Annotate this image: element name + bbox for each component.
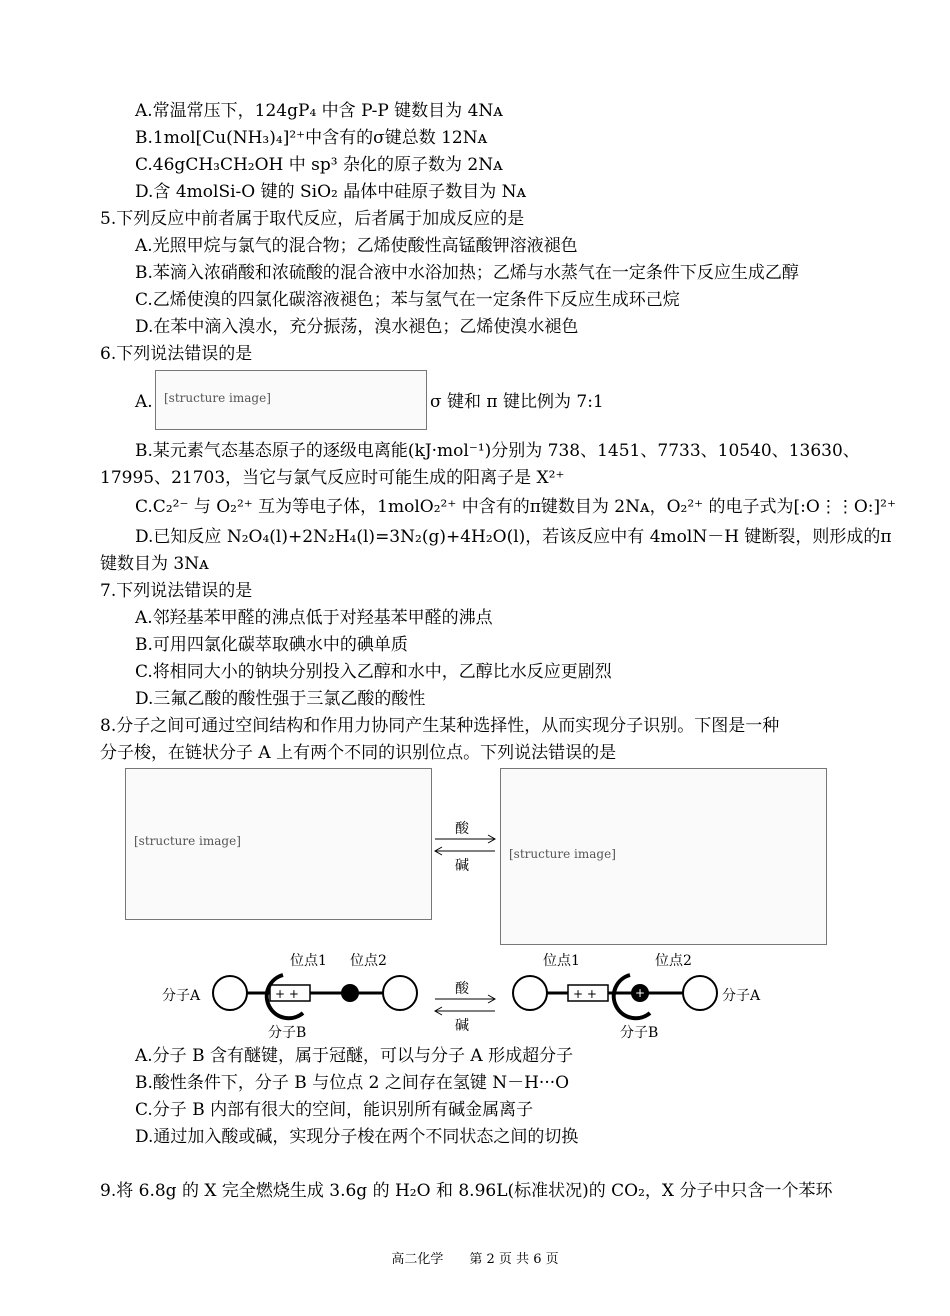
q5-stem: 5.下列反应中前者属于取代反应，后者属于加成反应的是 — [100, 209, 525, 229]
q5-option-b: B.苯滴入浓硝酸和浓硫酸的混合液中水浴加热；乙烯与水蒸气在一定条件下反应生成乙醇 — [135, 263, 799, 283]
acid-label-bottom: 酸 — [455, 981, 469, 997]
shuttle-structure-right: [structure image] — [500, 768, 827, 945]
schematic-right-mol-a: 分子A — [722, 988, 761, 1004]
q8-stem-line1: 8.分子之间可通过空间结构和作用力协同产生某种选择性，从而实现分子识别。下图是一种 — [100, 716, 780, 736]
svg-text:+ +: + + — [275, 987, 299, 1001]
q6-option-d-line1: D.已知反应 N₂O₄(l)+2N₂H₄(l)=3N₂(g)+4H₂O(l)，若该反应中有 4molN－H 键断裂，则形成的π — [135, 527, 892, 547]
q4-option-b: B.1mol[Cu(NH₃)₄]²⁺中含有的σ键总数 12Nᴀ — [135, 128, 488, 148]
copper-glycinate-structure: [structure image] — [155, 370, 427, 430]
schematic-right-site1: 位点1 — [543, 953, 580, 969]
q8-option-b: B.酸性条件下，分子 B 与位点 2 之间存在氢键 N－H···O — [135, 1073, 570, 1093]
q6-option-a-text: σ 键和 π 键比例为 7:1 — [430, 392, 604, 412]
q9-stem: 9.将 6.8g 的 X 完全燃烧生成 3.6g 的 H₂O 和 8.96L(标准状况)的 CO₂，X 分子中只含一个苯环 — [100, 1181, 833, 1201]
page-footer: 高二化学 第 2 页 共 6 页 — [391, 1252, 559, 1267]
schematic-left-mol-b: 分子B — [268, 1025, 307, 1041]
q5-option-c: C.乙烯使溴的四氯化碳溶液褪色；苯与氢气在一定条件下反应生成环己烷 — [135, 290, 680, 310]
q6-option-b-line2: 17995、21703，当它与氯气反应时可能生成的阳离子是 X²⁺ — [100, 468, 565, 488]
q8-stem-line2: 分子梭，在链状分子 A 上有两个不同的识别位点。下列说法错误的是 — [100, 743, 617, 763]
q8-option-d: D.通过加入酸或碱，实现分子梭在两个不同状态之间的切换 — [135, 1127, 579, 1147]
svg-text:+ +: + + — [573, 987, 597, 1001]
schematic-right-site2: 位点2 — [655, 953, 692, 969]
q7-option-b: B.可用四氯化碳萃取碘水中的碘单质 — [135, 635, 408, 655]
q7-option-d: D.三氟乙酸的酸性强于三氯乙酸的酸性 — [135, 689, 426, 709]
q4-option-a: A.常温常压下，124gP₄ 中含 P-P 键数目为 4Nᴀ — [135, 101, 503, 121]
schematic-right — [505, 955, 725, 1030]
q4-option-d: D.含 4molSi-O 键的 SiO₂ 晶体中硅原子数目为 Nᴀ — [135, 182, 527, 202]
q5-option-d: D.在苯中滴入溴水，充分振荡，溴水褪色；乙烯使溴水褪色 — [135, 317, 579, 337]
schematic-left-site1: 位点1 — [290, 953, 327, 969]
q8-option-a: A.分子 B 含有醚键，属于冠醚，可以与分子 A 形成超分子 — [135, 1046, 574, 1066]
q4-option-c: C.46gCH₃CH₂OH 中 sp³ 杂化的原子数为 2Nᴀ — [135, 155, 503, 175]
base-label-top: 碱 — [455, 858, 469, 874]
schematic-right-mol-b: 分子B — [620, 1025, 659, 1041]
svg-text:+: + — [635, 986, 646, 1000]
shuttle-structure-left: [structure image] — [125, 768, 432, 920]
q6-option-d-line2: 键数目为 3Nᴀ — [100, 554, 209, 574]
acid-label-top: 酸 — [455, 821, 469, 837]
q7-option-c: C.将相同大小的钠块分别投入乙醇和水中，乙醇比水反应更剧烈 — [135, 662, 612, 682]
schematic-left-mol-a: 分子A — [162, 988, 201, 1004]
q6-stem: 6.下列说法错误的是 — [100, 344, 253, 364]
q6-option-a-prefix: A. — [135, 392, 153, 412]
q7-stem: 7.下列说法错误的是 — [100, 581, 253, 601]
q6-option-b-line1: B.某元素气态基态原子的逐级电离能(kJ·mol⁻¹)分别为 738、1451、7733、10540、13630、 — [135, 441, 860, 461]
q5-option-a: A.光照甲烷与氯气的混合物；乙烯使酸性高锰酸钾溶液褪色 — [135, 236, 578, 256]
schematic-left-site2: 位点2 — [350, 953, 387, 969]
q7-option-a: A.邻羟基苯甲醛的沸点低于对羟基苯甲醛的沸点 — [135, 608, 493, 628]
q8-option-c: C.分子 B 内部有很大的空间，能识别所有碱金属离子 — [135, 1100, 534, 1120]
base-label-bottom: 碱 — [455, 1018, 469, 1034]
q6-option-c: C.C₂²⁻ 与 O₂²⁺ 互为等电子体，1molO₂²⁺ 中含有的π键数目为 2Nᴀ，O₂²⁺ 的电子式为[:O⋮⋮O:]²⁺ — [135, 497, 896, 517]
